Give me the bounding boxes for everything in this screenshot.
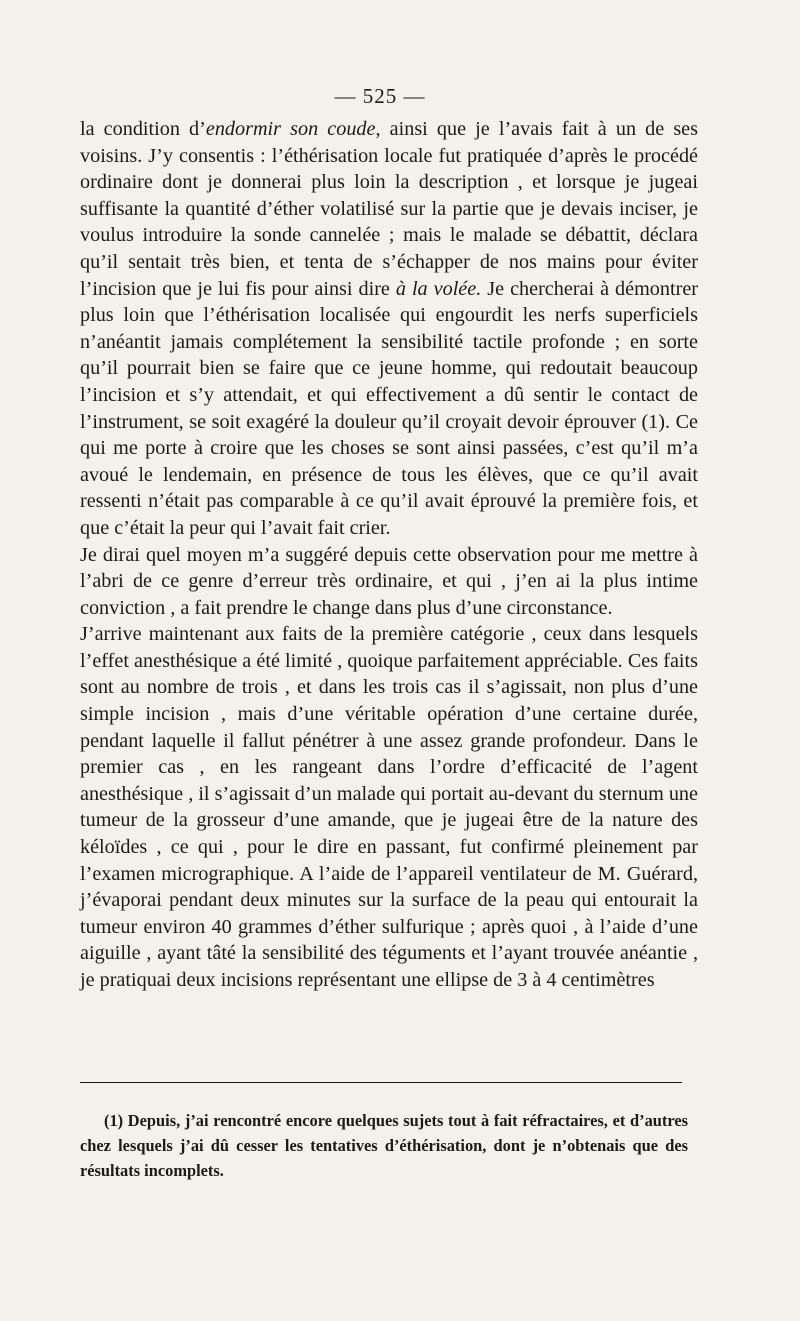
paragraph-1 (80, 116, 698, 542)
paragraph-1-text-b: , ainsi que je l’avais fait à un de ses voisins. J’y consentis : l’éthérisation locale fut pratiquée d’après le procédé ordinaire dont je donnerai plus loin la description , et lorsque je jugeai suffisante la quantité d’éther volatilisé sur la partie que je devais inciser, je voulus introduire la sonde cannelée ; mais le malade se débattit, déclara qu’il sentait très bien, et tenta de s’échapper de nos mains pour éviter l’incision que je lui fis pour ainsi dire (80, 118, 699, 300)
footnote-text: (1) Depuis, j’ai rencontré encore quelques sujets tout à fait réfractaires, et d’autres chez lesquels j’ai dû cesser les tentatives d’éthérisation, dont je n’obtenais que des résultats incomplets. (80, 1111, 688, 1180)
footnote (80, 1108, 688, 1183)
paragraph-1-text-a: la condition d’ (80, 118, 206, 140)
paragraph-1-text-c: Je chercherai à démontrer plus loin que l’éthérisation localisée qui engourdit les nerfs superficiels n’anéantit jamais complétement la sensibilité tactile profonde ; en sorte qu’il pourrait bien se faire que ce jeune homme, qui redoutait beaucoup l’incision et s’y attendait, et qui effectivement a dû sentir le contact de l’instrument, se soit exagéré la douleur qu’il croyait devoir éprouver (1). Ce qui me porte à croire que les choses se sont ainsi passées, c’est qu’il m’a avoué le lendemain, en présence de tous les élèves, que ce qu’il avait ressenti n’était pas comparable à ce qu’il avait éprouvé la première fois, et que c’était la peur qui l’avait fait crier. (80, 277, 698, 539)
paragraph-1-italic-b: à la volée. (395, 277, 482, 300)
body-text (80, 116, 698, 994)
footnote-divider (80, 1082, 682, 1083)
paragraph-1-italic-a: endormir son coude (205, 118, 376, 140)
page-number: — 525 — (334, 84, 426, 108)
paragraph-3: J’arrive maintenant aux faits de la première catégorie , ceux dans lesquels l’effet anesthésique a été limité , quoique parfaitement appréciable. Ces faits sont au nombre de trois , et dans les trois cas il s’agissait, non plus d’une simple incision , mais d’une véritable opération d’une certaine durée, pendant laquelle il fallut pénétrer à une assez grande profondeur. Dans le premier cas , en les rangeant dans l’ordre d’efficacité de l’agent anesthésique , il s’agissait d’un malade qui portait au-devant du sternum une tumeur de la grosseur d’une amande, que je jugeai être de la nature des kéloïdes , ce qui , pour le dire en passant, fut confirmé pleinement par l’examen micrographique. A l’aide de l’appareil ventilateur de M. Guérard, j’évaporai pendant deux minutes sur la surface de la peau qui entourait la tumeur environ 40 grammes d’éther sulfurique ; après quoi , à l’aide d’une aiguille , ayant tâté la sensibilité des téguments et l’ayant trouvée anéantie , je pratiquai deux incisions représentant une ellipse de 3 à 4 centimètres (80, 623, 698, 991)
paragraph-2: Je dirai quel moyen m’a suggéré depuis cette observation pour me mettre à l’abri de ce genre d’erreur très ordinaire, et qui , j’en ai la plus intime conviction , a fait prendre le change dans plus d’une circonstance. (80, 543, 698, 619)
